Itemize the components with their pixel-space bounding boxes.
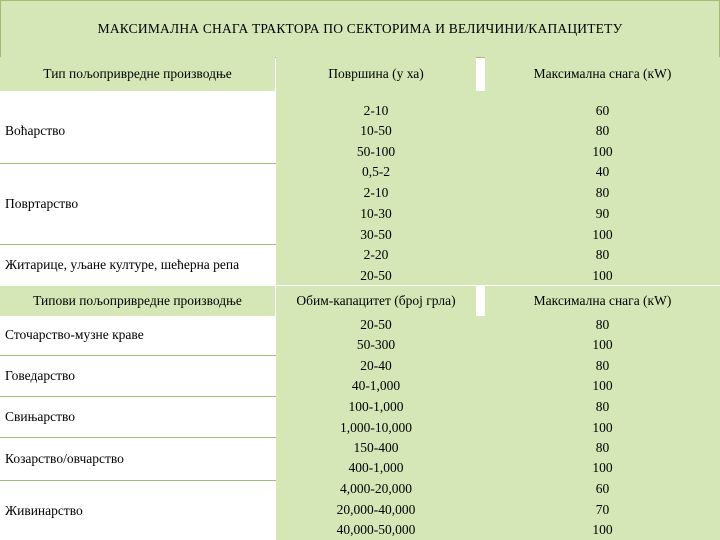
category-cattle: Говедарство — [0, 356, 275, 396]
area-value: 50-100 — [356, 144, 396, 159]
power-value: 100 — [592, 337, 613, 352]
category-crops: Житарице, уљане културе, шећерна репа — [0, 245, 275, 285]
area-value: 2-20 — [363, 247, 389, 262]
header-max-power-2: Максимална снага (кW) — [485, 286, 720, 316]
category-pigs: Свињарство — [0, 397, 275, 437]
power-value: 80 — [595, 247, 610, 262]
area-value: 2-10 — [363, 185, 389, 200]
power-value: 100 — [592, 420, 613, 435]
power-value: 60 — [595, 481, 610, 496]
power-value: 80 — [595, 358, 610, 373]
capacity-value: 20-50 — [360, 317, 392, 332]
category-poultry: Живинарство — [0, 481, 275, 540]
power-value: 90 — [595, 206, 610, 221]
power-value: 60 — [595, 103, 610, 118]
capacity-value: 50-300 — [356, 337, 396, 352]
power-value: 80 — [595, 399, 610, 414]
power-value: 70 — [595, 502, 610, 517]
capacity-value: 150-400 — [353, 440, 399, 455]
capacity-value: 40-1,000 — [351, 378, 401, 393]
capacity-value: 20,000-40,000 — [336, 502, 416, 517]
power-value: 100 — [592, 522, 613, 537]
power-value: 80 — [595, 317, 610, 332]
area-value: 10-30 — [360, 206, 392, 221]
header-area: Површина (у ха) — [276, 57, 476, 91]
power-value: 100 — [592, 227, 613, 242]
area-value: 20-50 — [360, 268, 392, 283]
header-production-type: Типови пољопривредне производње — [0, 286, 275, 316]
capacity-value: 20-40 — [360, 358, 392, 373]
area-value: 10-50 — [360, 123, 392, 138]
header-capacity: Обим-капацитет (број грла) — [276, 286, 476, 316]
table-title: МАКСИМАЛНА СНАГА ТРАКТОРА ПО СЕКТОРИМА И ВЕЛИЧИНИ/КАПАЦИТЕТУ — [0, 0, 720, 58]
capacity-value: 100-1,000 — [348, 399, 404, 414]
power-value: 80 — [595, 123, 610, 138]
area-value: 2-10 — [363, 103, 389, 118]
category-goats-sheep: Козарство/овчарство — [0, 438, 275, 480]
category-orcharding: Воћарство — [0, 100, 275, 162]
power-value: 100 — [592, 460, 613, 475]
power-value: 100 — [592, 144, 613, 159]
header-type: Тип пољопривредне производње — [0, 57, 275, 91]
category-dairy: Сточарство-музне краве — [0, 316, 275, 354]
header-max-power: Максимална снага (кW) — [485, 57, 720, 91]
category-vegetables: Повртарство — [0, 164, 275, 244]
power-value: 80 — [595, 185, 610, 200]
capacity-value: 400-1,000 — [348, 460, 404, 475]
power-value: 100 — [592, 268, 613, 283]
capacity-value: 40,000-50,000 — [336, 522, 416, 537]
capacity-value: 1,000-10,000 — [340, 420, 412, 435]
capacity-value: 4,000-20,000 — [340, 481, 412, 496]
power-value: 40 — [595, 164, 610, 179]
area-value: 30-50 — [360, 227, 392, 242]
power-value: 80 — [595, 440, 610, 455]
power-value: 100 — [592, 378, 613, 393]
area-value: 0,5-2 — [361, 164, 391, 179]
